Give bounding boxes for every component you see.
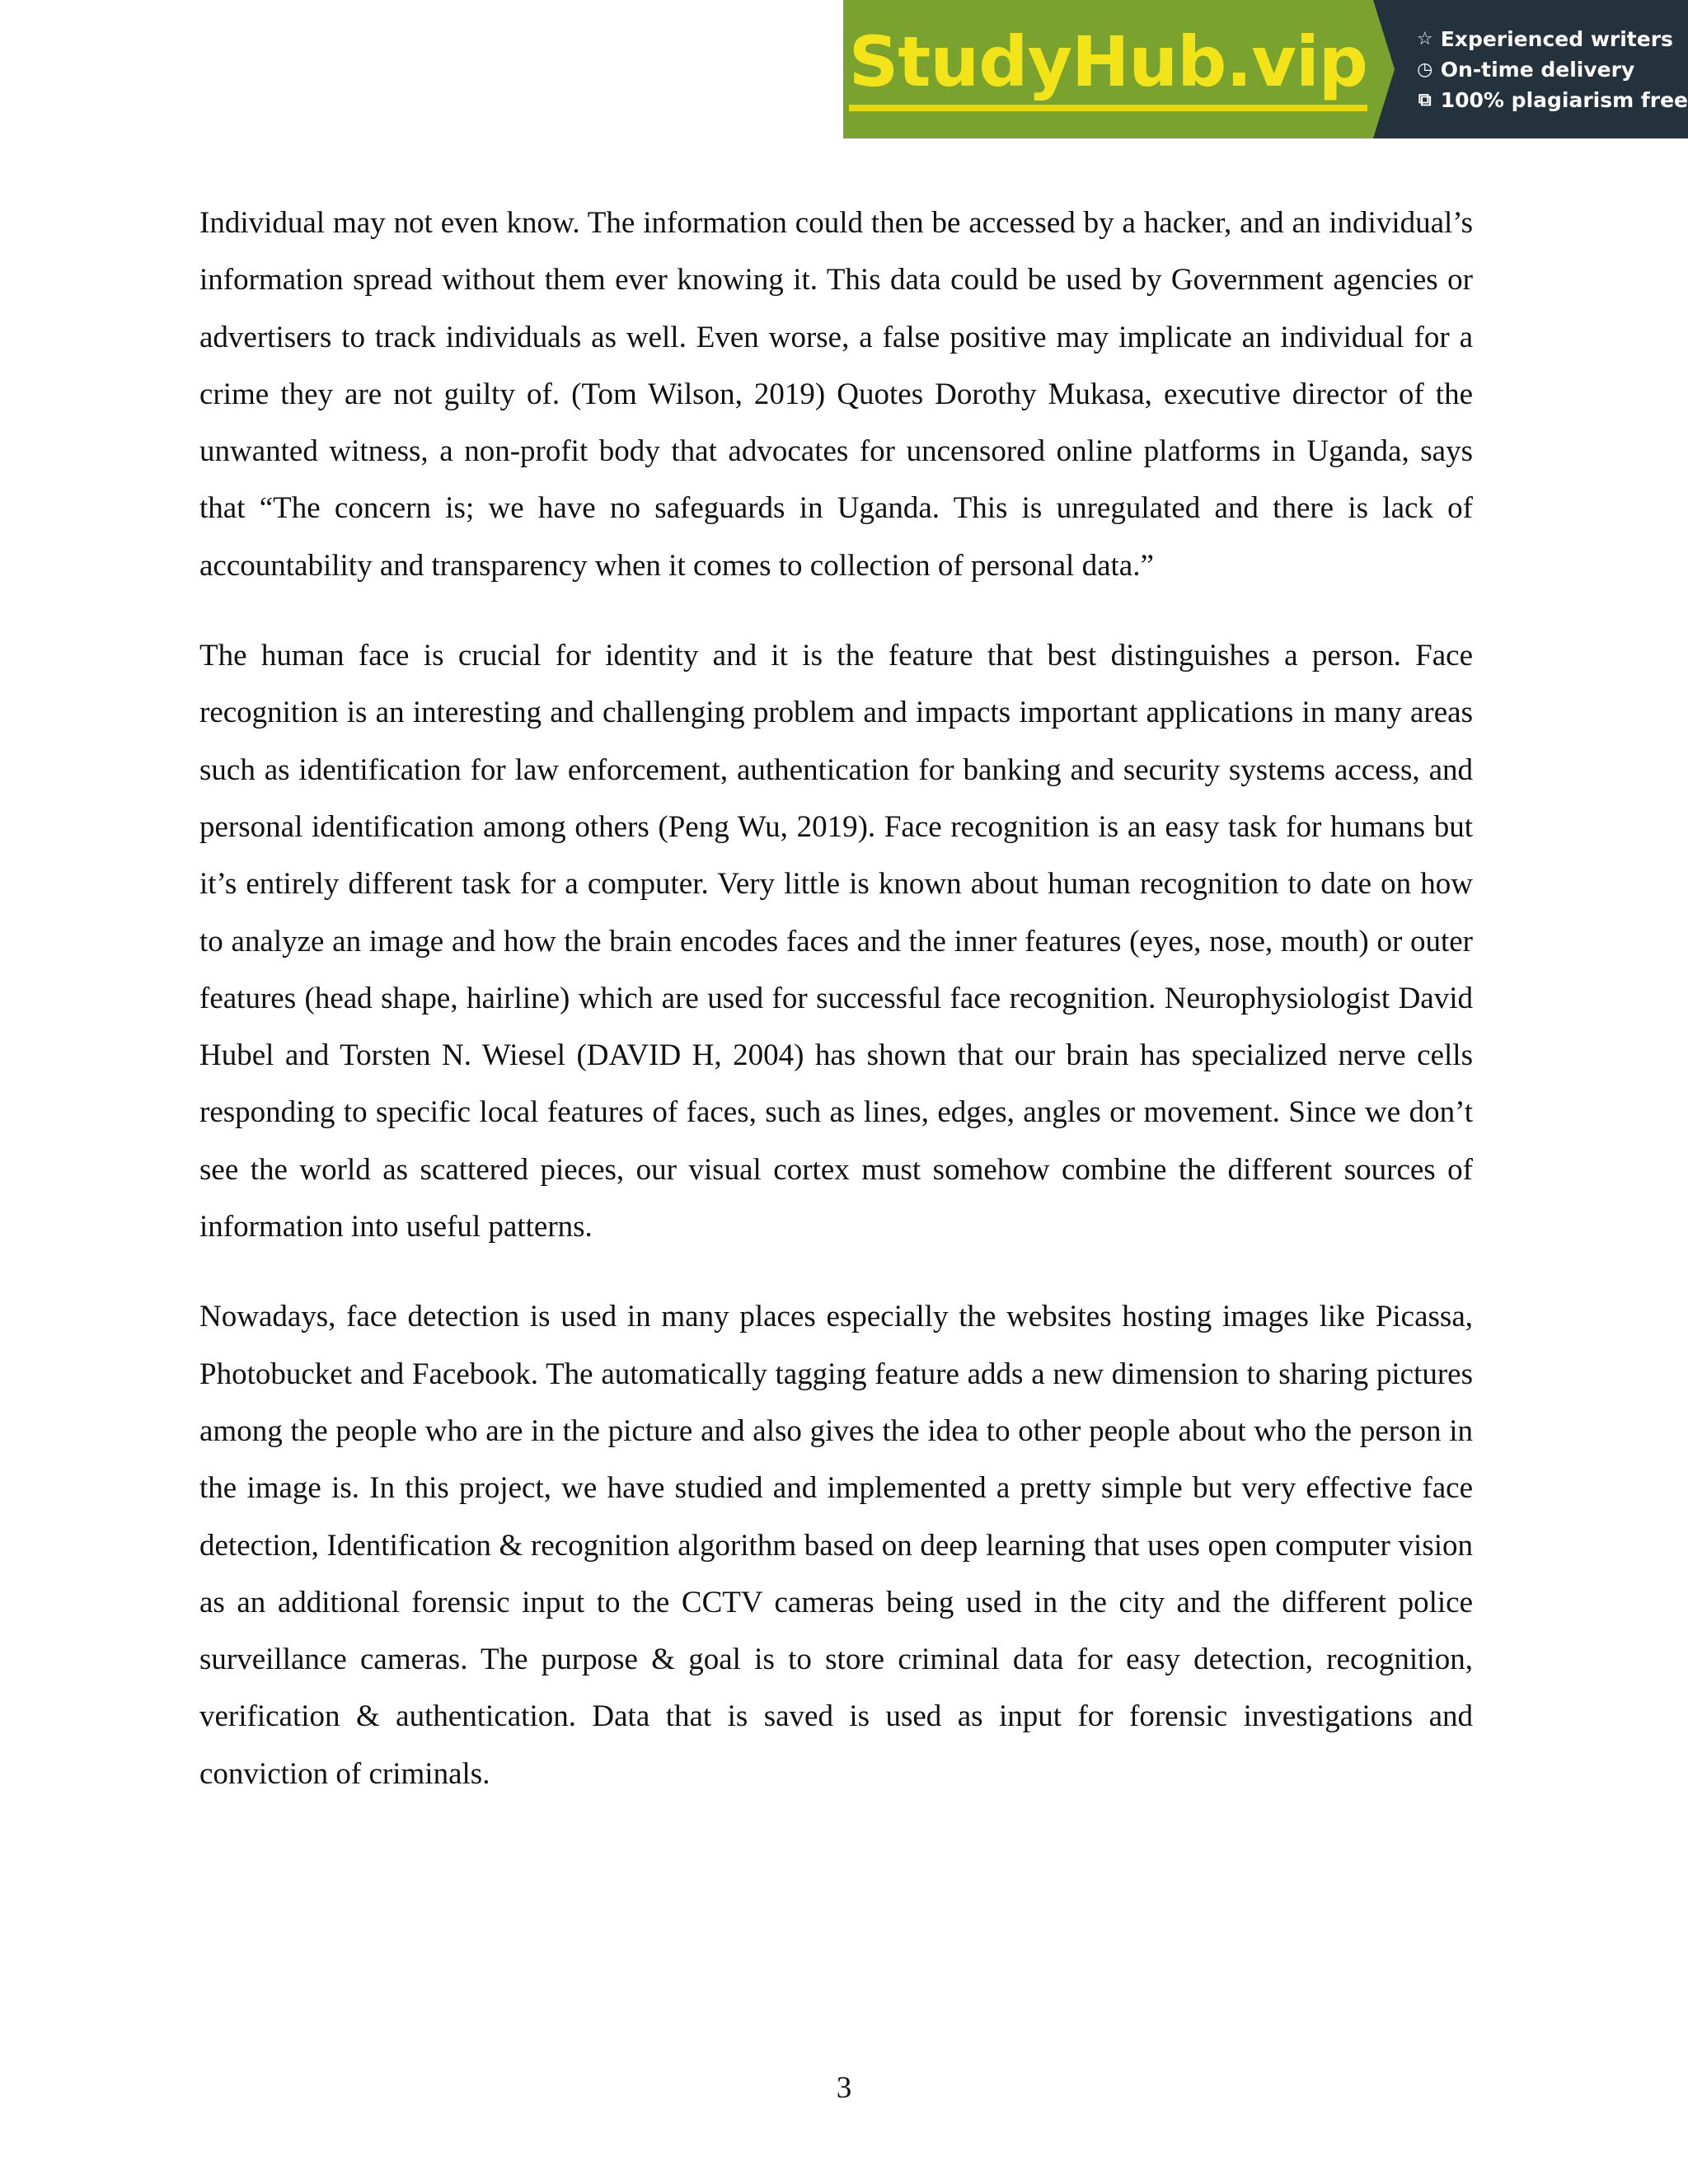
studyhub-banner[interactable] [843,0,1688,138]
page-number: 3 [836,2071,852,2105]
studyhub-logo: StudyHub.vip [849,27,1367,111]
feature-label: On-time delivery [1440,57,1635,82]
banner-logo-panel[interactable] [843,0,1373,138]
feature-experienced-writers [1414,27,1688,51]
document-body [199,194,1473,1835]
clock-icon: ◷ [1417,59,1433,80]
paragraph-2: The human face is crucial for identity and it is the feature that best distinguishes a person. Face recognition is an interesting and challenging problem and impacts important applications in many areas such as identification for law enforcement, authentication for banking and security systems access, and personal identification among others (Peng Wu, 2019). Face recognition is an easy task for humans but it’s entirely different task for a computer. Very little is known about human recognition to date on how to analyze an image and how the brain encodes faces and the inner features (eyes, nose, mouth) or outer features (head shape, hairline) which are used for successful face recognition. Neurophysiologist David Hubel and Torsten N. Wiesel (DAVID H, 2004) has shown that our brain has specialized nerve cells responding to specific local features of faces, such as lines, edges, angles or movement. Since we don’t see the world as scattered pieces, our visual cortex must somehow combine the different sources of information into useful patterns. [199,639,1473,1244]
banner-features-list [1395,0,1688,138]
feature-label: 100% plagiarism free [1440,87,1688,112]
banner-arrow-divider [1373,0,1395,138]
paragraph-3: Nowadays, face detection is used in many places especially the websites hosting images like Picassa, Photobucket and Facebook. The automatically tagging feature adds a new dimension to sharing pictures among the people who are in the picture and also gives the idea to other people about who the person in the image is. In this project, we have studied and implemented a pretty simple but very effective face detection, Identification & recognition algorithm based on deep learning that uses open computer vision as an additional forensic input to the CCTV cameras being used in the city and the different police surveillance cameras. The purpose & goal is to store criminal data for easy detection, recognition, verification & authentication. Data that is saved is used as input for forensic investigations and conviction of criminals. [199,1300,1473,1791]
paragraph-1: Individual may not even know. The information could then be accessed by a hacker, and an individual’s information spread without them ever knowing it. This data could be used by Government agencies or advertisers to track individuals as well. Even worse, a false positive may implicate an individual for a crime they are not guilty of. (Tom Wilson, 2019) Quotes Dorothy Mukasa, executive director of the unwanted witness, a non-profit body that advocates for uncensored online platforms in Uganda, says that “The concern is; we have no safeguards in Uganda. This is unregulated and there is lack of accountability and transparency when it comes to collection of personal data.” [199,206,1473,583]
feature-label: Experienced writers [1440,26,1673,51]
feature-on-time-delivery [1414,58,1688,82]
feature-plagiarism-free [1414,88,1688,112]
copy-icon: ⧉ [1418,89,1432,110]
star-icon: ☆ [1416,28,1433,49]
